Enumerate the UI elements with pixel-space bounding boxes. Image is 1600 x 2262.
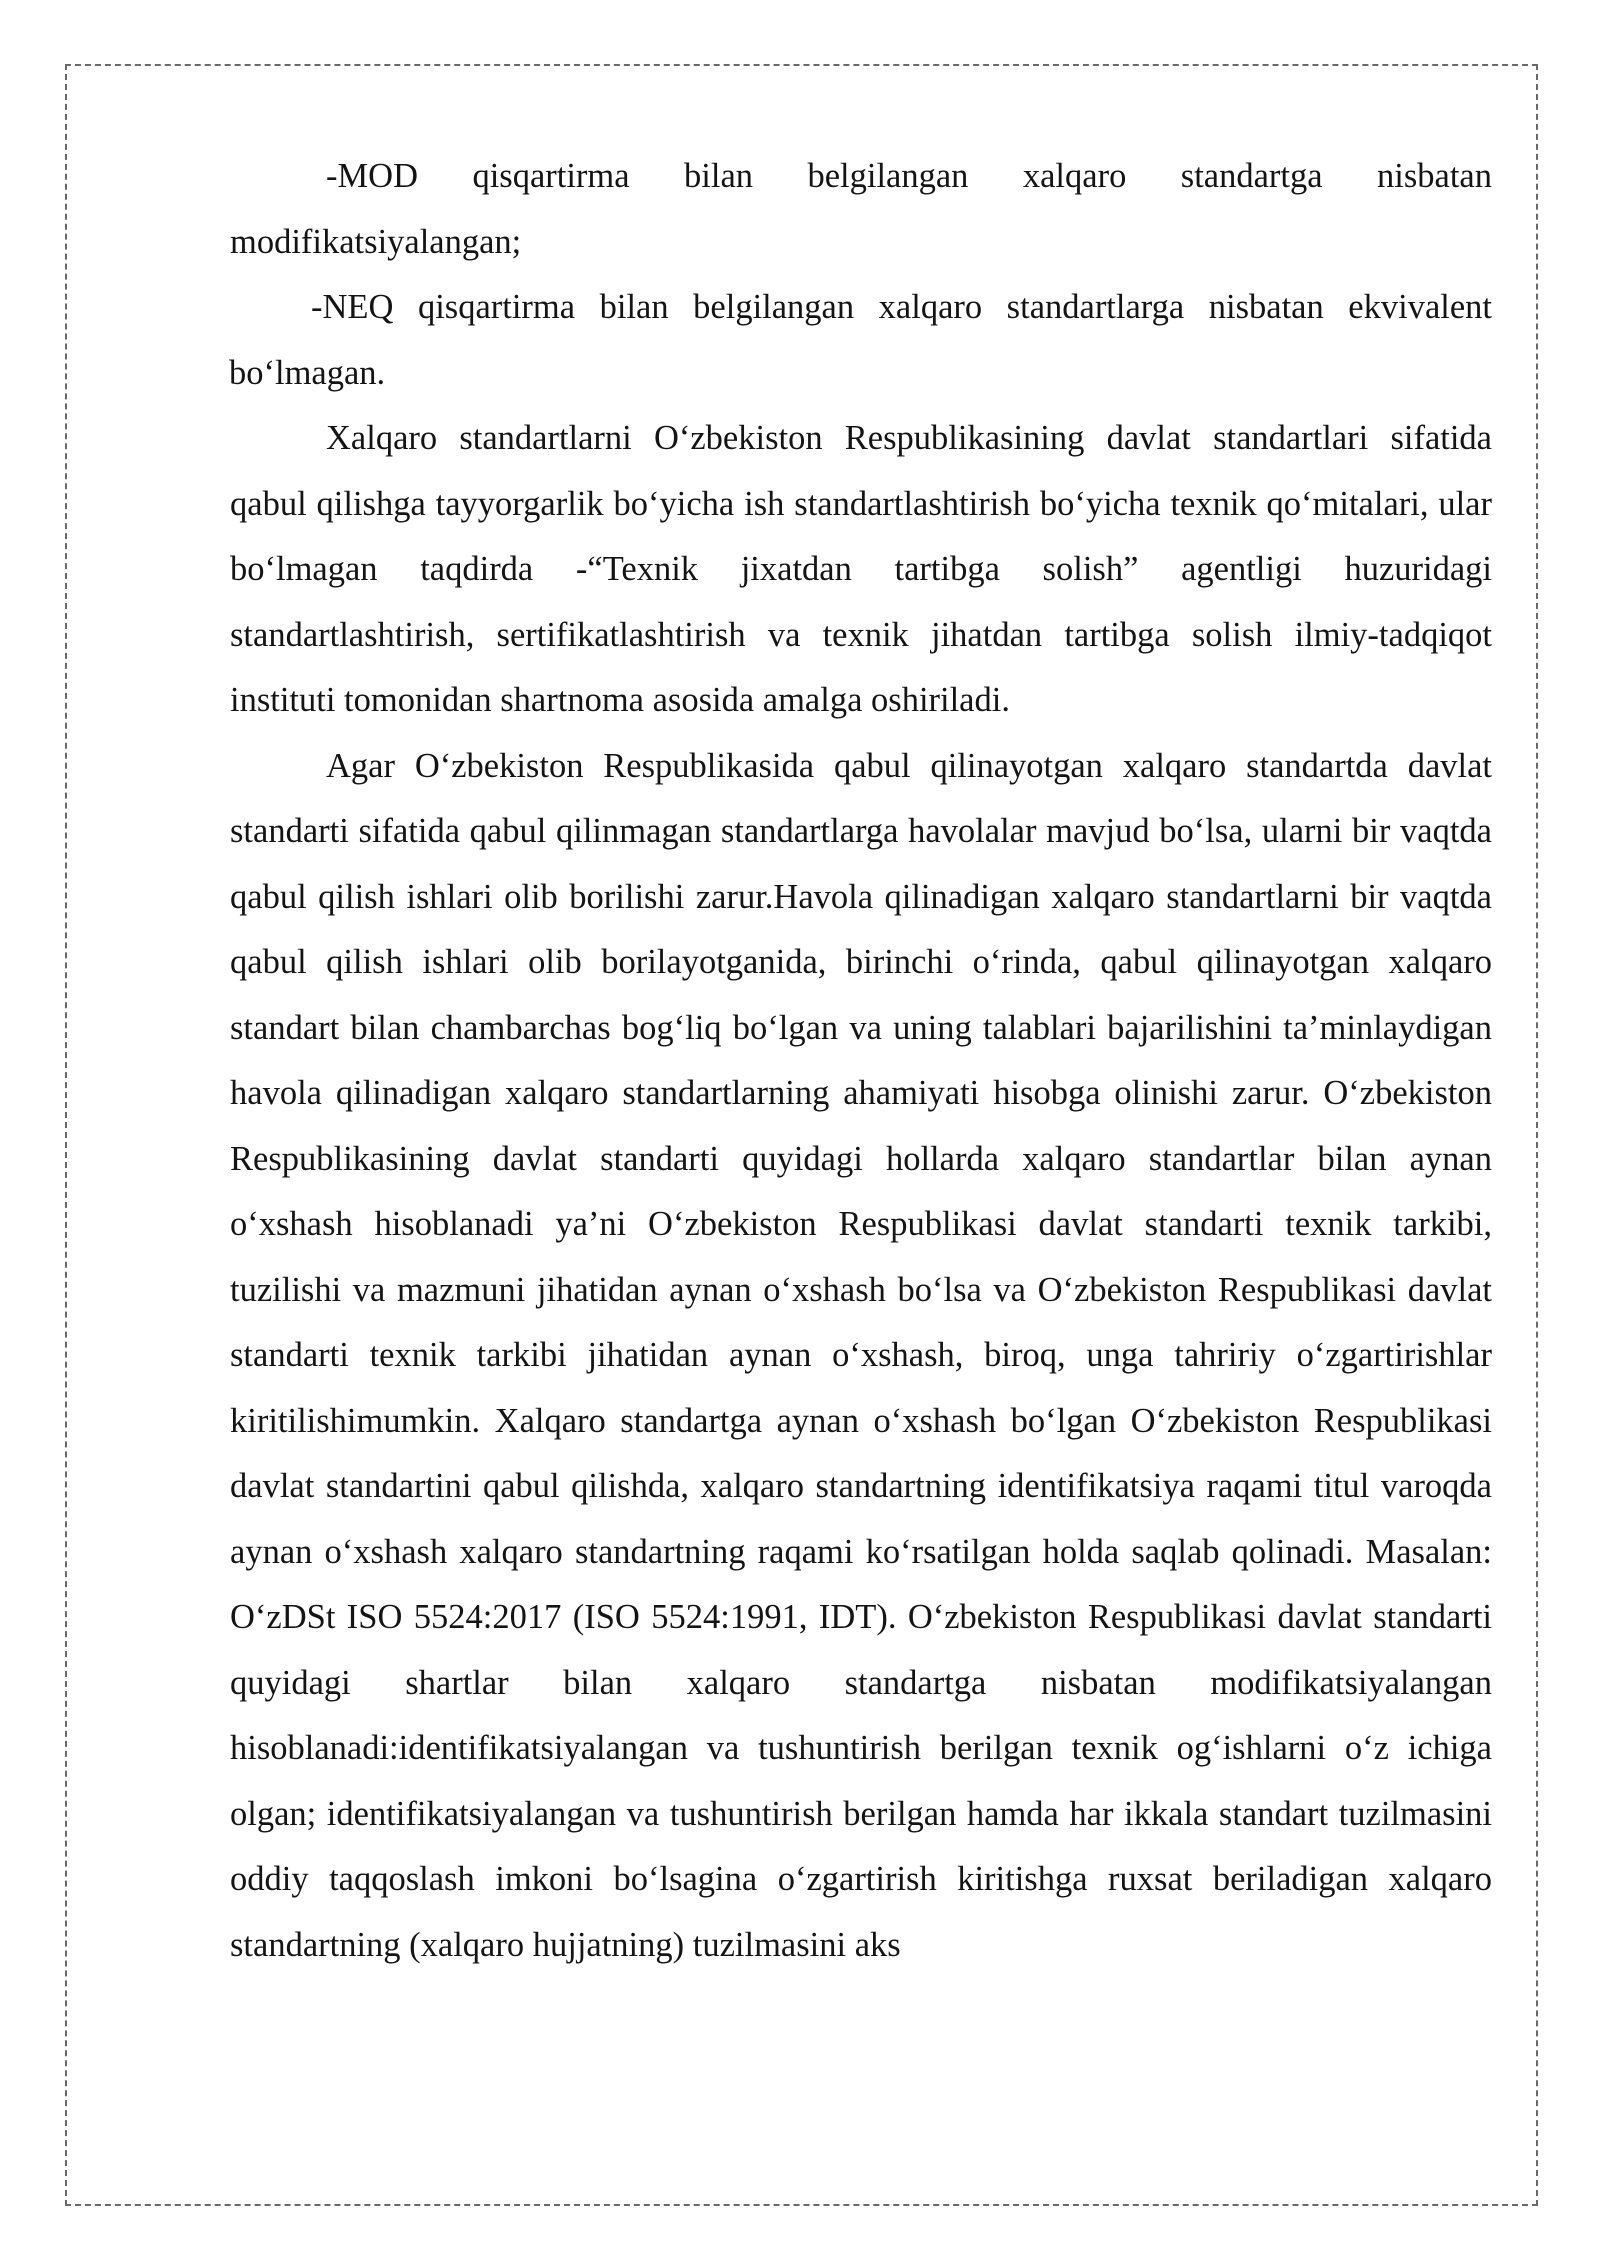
- paragraph-mod: -MOD qisqartirma bilan belgilangan xalqaro standartga nisbatan modifikatsiyalangan;: [230, 157, 1492, 261]
- paragraph-neq: -NEQ qisqartirma bilan belgilangan xalqaro standartlarga nisbatan ekvivalent bo‘lmagan.: [229, 288, 1492, 392]
- document-body: [230, 144, 1492, 1978]
- paragraph-preparation: Xalqaro standartlarni O‘zbekiston Respublikasining davlat standartlari sifatida qabul qilishga tayyorgarlik bo‘yicha ish standartlashtirish bo‘yicha texnik qo‘mitalari, ular bo‘lmagan taqdirda -“Texnik jixatdan tartibga solish” agentligi huzuridagi standartlashtirish, sertifikatlashtirish va texnik jihatdan tartibga solish ilmiy-tadqiqot instituti tomonidan shartnoma asosida amalga oshiriladi.: [230, 419, 1492, 719]
- paragraph-references: Agar O‘zbekiston Respublikasida qabul qilinayotgan xalqaro standartda davlat standarti sifatida qabul qilinmagan standartlarga havolalar mavjud bo‘lsa, ularni bir vaqtda qabul qilish ishlari olib borilishi zarur.Havola qilinadigan xalqaro standartlarni bir vaqtda qabul qilish ishlari olib borilayotganida, birinchi o‘rinda, qabul qilinayotgan xalqaro standart bilan chambarchas bog‘liq bo‘lgan va uning talablari bajarilishini ta’minlaydigan havola qilinadigan xalqaro standartlarning ahamiyati hisobga olinishi zarur. O‘zbekiston Respublikasining davlat standarti quyidagi hollarda xalqaro standartlar bilan aynan o‘xshash hisoblanadi ya’ni O‘zbekiston Respublikasi davlat standarti texnik tarkibi, tuzilishi va mazmuni jihatidan aynan o‘xshash bo‘lsa va O‘zbekiston Respublikasi davlat standarti texnik tarkibi jihatidan aynan o‘xshash, biroq, unga tahririy o‘zgartirishlar kiritilishimumkin. Xalqaro standartga aynan o‘xshash bo‘lgan O‘zbekiston Respublikasi davlat standartini qabul qilishda, xalqaro standartning identifikatsiya raqami titul varoqda aynan o‘xshash xalqaro standartning raqami ko‘rsatilgan holda saqlab qolinadi. Masalan: O‘zDSt ISO 5524:2017 (ISO 5524:1991, IDT). O‘zbekiston Respublikasi davlat standarti quyidagi shartlar bilan xalqaro standartga nisbatan modifikatsiyalangan hisoblanadi:identifikatsiyalangan va tushuntirish berilgan texnik og‘ishlarni o‘z ichiga olgan; identifikatsiyalangan va tushuntirish berilgan hamda har ikkala standart tuzilmasini oddiy taqqoslash imkoni bo‘lsagina o‘zgartirish kiritishga ruxsat beriladigan xalqaro standartning (xalqaro hujjatning) tuzilmasini aks: [230, 746, 1492, 1964]
